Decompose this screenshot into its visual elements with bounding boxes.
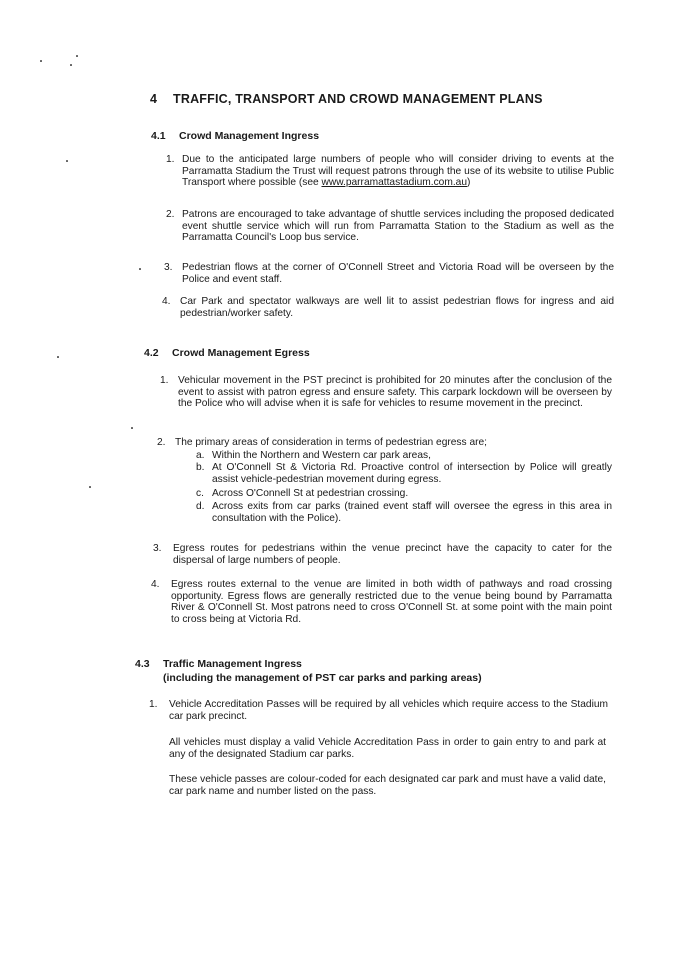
scan-speck <box>66 160 68 162</box>
item-number: 4. <box>162 296 171 307</box>
item-text: Egress routes for pedestrians within the venue precinct have the capacity to cater for the dispersal of large numbers of people. <box>173 543 612 566</box>
scan-speck <box>76 55 78 57</box>
item-number: 2. <box>166 209 175 220</box>
item-text: Due to the anticipated large numbers of people who will consider driving to events at the Parramatta Stadium the Trust will request patrons through the use of its website to utilise Public Transport where possible (see <box>182 154 614 189</box>
scan-speck <box>40 60 42 62</box>
item-text: Vehicular movement in the PST precinct is prohibited for 20 minutes after the conclusion of the event to assist with patron egress and ensure safety. This carpark lockdown will be overseen by the Police who will advise when it is safe for vehicles to resume movement in the precinct. <box>178 375 612 410</box>
scan-speck <box>139 268 141 270</box>
list-item <box>157 437 612 449</box>
paragraph: These vehicle passes are colour-coded for each designated car park and must have a valid date, car park name and number listed on the pass. <box>169 774 606 797</box>
list-item <box>166 154 614 189</box>
section-number: 4 <box>150 92 158 106</box>
sub-list-item <box>196 501 612 524</box>
item-text: Patrons are encouraged to take advantage of shuttle services including the proposed dedicated event shuttle service which will run from Parramatta Station to the Stadium as well as the Parramatta Council's Loop bus service. <box>182 209 614 244</box>
item-letter: c. <box>196 488 204 499</box>
subsection-number-4-1: 4.1 <box>151 130 166 142</box>
item-text: The primary areas of consideration in terms of pedestrian egress are; <box>175 437 487 448</box>
item-letter: a. <box>196 450 205 461</box>
sub-list-item <box>196 450 612 462</box>
item-text: Across O'Connell St at pedestrian crossing. <box>212 488 409 499</box>
list-item <box>153 543 612 566</box>
subsection-subtitle-4-3: (including the management of PST car parks and parking areas) <box>163 672 482 684</box>
item-text: Pedestrian flows at the corner of O'Connell Street and Victoria Road will be overseen by the Police and event staff. <box>182 262 614 285</box>
scan-speck <box>70 64 72 66</box>
section-title: TRAFFIC, TRANSPORT AND CROWD MANAGEMENT PLANS <box>173 92 543 106</box>
paragraph: All vehicles must display a valid Vehicle Accreditation Pass in order to gain entry to and park at any of the designated Stadium car parks. <box>169 737 606 760</box>
item-number: 3. <box>153 543 162 554</box>
item-text: Car Park and spectator walkways are well lit to assist pedestrian flows for ingress and aid pedestrian/worker safety. <box>180 296 614 319</box>
list-item <box>149 699 608 722</box>
sub-list-item <box>196 462 612 485</box>
subsection-title-4-1: Crowd Management Ingress <box>179 130 320 142</box>
list-item <box>166 209 614 244</box>
list-item <box>151 579 612 625</box>
item-letter: b. <box>196 462 205 473</box>
subsection-title-4-2: Crowd Management Egress <box>172 347 310 359</box>
item-text-end: ) <box>467 177 471 189</box>
sub-list-item <box>196 488 612 500</box>
scan-speck <box>57 356 59 358</box>
item-number: 2. <box>157 437 166 448</box>
item-number: 4. <box>151 579 160 590</box>
subsection-number-4-3: 4.3 <box>135 658 150 670</box>
item-text: At O'Connell St & Victoria Rd. Proactive control of intersection by Police will greatly assist vehicle-pedestrian movement during egress. <box>212 462 612 485</box>
list-item <box>160 375 612 410</box>
item-text: Vehicle Accreditation Passes will be required by all vehicles which require access to the Stadium car park precinct. <box>169 699 608 722</box>
item-number: 3. <box>164 262 173 273</box>
scan-speck <box>89 486 91 488</box>
list-item <box>162 296 614 319</box>
item-number: 1. <box>160 375 169 386</box>
subsection-number-4-2: 4.2 <box>144 347 159 359</box>
list-item <box>164 262 614 285</box>
item-text: Egress routes external to the venue are limited in both width of pathways and road crossing opportunity. Egress flows are generally restricted due to the venue being bound by Parramatta River & O'Connell St. Most patrons need to cross O'Connell St. at some point with the main point to cross being at Victoria Rd. <box>171 579 612 625</box>
subsection-title-4-3: Traffic Management Ingress <box>163 658 302 670</box>
item-text: Within the Northern and Western car park areas, <box>212 450 431 461</box>
website-link[interactable]: www.parramattastadium.com.au <box>321 177 467 189</box>
item-text: Across exits from car parks (trained event staff will oversee the egress in this area in consultation with the Police). <box>212 501 612 524</box>
item-number: 1. <box>149 699 158 710</box>
item-number: 1. <box>166 154 175 165</box>
scan-speck <box>131 427 133 429</box>
item-letter: d. <box>196 501 205 512</box>
